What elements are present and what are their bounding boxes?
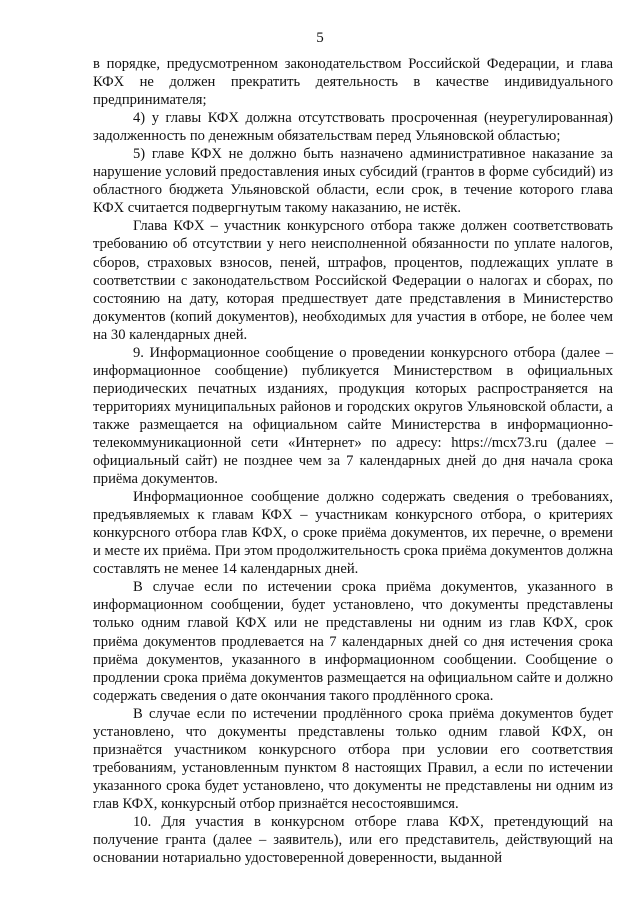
- paragraph-item-4: 4) у главы КФХ должна отсутствовать просроченная (неурегулированная) задолженность по денежным обязательствам перед Ульяновской областью;: [93, 110, 613, 145]
- page-number: 5: [316, 30, 324, 46]
- paragraph-continuation: в порядке, предусмотренном законодательством Российской Федерации, и глава КФХ не должен прекратить деятельность в качестве индивидуального предпринимателя;: [93, 56, 613, 109]
- paragraph-item-10: 10. Для участия в конкурсном отборе глава КФХ, претендующий на получение гранта (далее – заявитель), или его представитель, действующий на основании нотариально удостоверенной доверенности, выданной: [93, 813, 613, 867]
- paragraph-extension: В случае если по истечении срока приёма документов, указанного в информационном сообщении, будет установлено, что документы представлены только одним главой КФХ или не представлены ни одним из глав КФХ, срок приёма документов продлевается на 7 календарных дней со дня истечения срока приёма документов, указанного в информационном сообщении. Сообщение о продлении срока приёма документов размещается на официальном сайте и должно содержать сведения о дате окончания такого продлённого срока.: [93, 579, 613, 704]
- paragraph-tax-requirement: Глава КФХ – участник конкурсного отбора также должен соответствовать требованию об отсутствии у него неисполненной обязанности по уплате налогов, сборов, страховых взносов, пеней, штрафов, процентов, подлежащих уплате в соответствии с законодательством Российской Федерации о налогах и сборах, по состоянию на дату, которая предшествует дате представления в Министерство документов (копий документов), необходимых для участия в отборе, не более чем на 30 календарных дней.: [93, 218, 613, 343]
- paragraph-item-9: 9. Информационное сообщение о проведении конкурсного отбора (далее – информационное сообщение) публикуется Министерством в официальных периодических печатных изданиях, продукция которых распространяется на территориях муниципальных районов и городских округов Ульяновской области, а также размещается на официальном сайте Министерства в информационно-телекоммуникационной сети «Интернет» по адресу: https://mcx73.ru (далее – официальный сайт) не позднее чем за 7 календарных дней до дня начала срока приёма документов.: [93, 344, 613, 488]
- paragraph-item-5: 5) главе КФХ не должно быть назначено административное наказание за нарушение условий предоставления иных субсидий (грантов в форме субсидий) из областного бюджета Ульяновской области, если срок, в течение которого глава КФХ считается подвергнутым такому наказанию, не истёк.: [93, 146, 613, 217]
- document-body: [93, 55, 613, 867]
- paragraph-notice-content: Информационное сообщение должно содержать сведения о требованиях, предъявляемых к главам КФХ – участникам конкурсного отбора, о критериях конкурсного отбора глав КФХ, о сроке приёма документов, их перечне, о времени и месте их приёма. При этом продолжительность срока приёма документов должна составлять не менее 14 календарных дней.: [93, 489, 613, 578]
- paragraph-after-extension: В случае если по истечении продлённого срока приёма документов будет установлено, что документы представлены только одним главой КФХ, он признаётся участником конкурсного отбора при условии его соответствия требованиям, установленным пунктом 8 настоящих Правил, а если по истечении указанного срока будет установлено, что документы не представлены ни одним из глав КФХ, конкурсный отбор признаётся несостоявшимся.: [93, 705, 613, 812]
